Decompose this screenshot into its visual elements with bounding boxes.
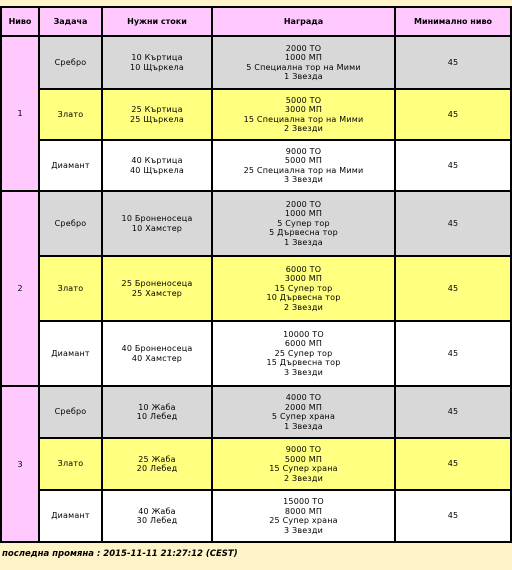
reward-cell-line: 15 Супер тор	[274, 283, 333, 293]
reward-cell-line: 9000 ТО	[285, 445, 322, 454]
header-reward: Награда	[212, 7, 395, 36]
goods-cell-line: 25 Жаба	[138, 454, 176, 464]
header-task: Задача	[39, 7, 102, 36]
table-body	[1, 36, 511, 542]
goods-cell	[102, 191, 212, 256]
header-min-level: Минимално ниво	[395, 7, 511, 36]
goods-cell-line: 10 Лебед	[136, 412, 178, 421]
reward-cell-line: 5 Супер тор	[277, 218, 330, 228]
reward-cell	[212, 490, 395, 542]
reward-cell-line: 5 Супер храна	[271, 412, 336, 421]
reward-cell-line: 3 Звезди	[284, 175, 323, 184]
header-row	[1, 7, 511, 36]
reward-cell	[212, 386, 395, 438]
header-level: Ниво	[1, 7, 39, 36]
task-cell: Сребро	[39, 191, 102, 256]
goods-cell-line: 40 Жаба	[138, 506, 176, 516]
reward-cell	[212, 438, 395, 490]
reward-cell-line: 5000 МП	[284, 454, 323, 464]
table-row	[1, 321, 511, 386]
task-cell: Злато	[39, 256, 102, 321]
table-row	[1, 438, 511, 490]
reward-cell-line: 3 Звезди	[284, 525, 323, 535]
task-cell: Сребро	[39, 386, 102, 438]
table-row	[1, 386, 511, 438]
reward-cell-line: 3000 МП	[284, 105, 323, 114]
reward-cell	[212, 36, 395, 89]
min-level-cell: 45	[395, 256, 511, 321]
reward-cell-line: 25 Супер храна	[269, 516, 338, 525]
min-level-cell: 45	[395, 89, 511, 140]
reward-cell-line: 25 Специална тор на Мими	[243, 165, 364, 175]
goods-cell	[102, 438, 212, 490]
reward-cell	[212, 89, 395, 140]
reward-cell-line: 10000 ТО	[283, 329, 324, 339]
reward-cell-line: 2000 ТО	[285, 43, 322, 53]
reward-cell-line: 15000 ТО	[283, 497, 324, 506]
reward-cell-line: 2 Звезди	[284, 302, 323, 312]
goods-cell-line: 10 Къртица	[131, 53, 183, 62]
reward-cell-line: 1000 МП	[284, 53, 323, 62]
reward-cell-line: 2 Звезди	[284, 473, 323, 483]
min-level-cell: 45	[395, 36, 511, 89]
reward-cell-line: 1 Звезда	[284, 72, 323, 81]
goods-cell-line: 20 Лебед	[136, 464, 178, 473]
goods-cell	[102, 386, 212, 438]
min-level-cell: 45	[395, 140, 511, 191]
reward-cell-line: 4000 ТО	[285, 393, 322, 402]
task-cell: Сребро	[39, 36, 102, 89]
table-row	[1, 256, 511, 321]
reward-cell-line: 8000 МП	[284, 506, 323, 516]
task-cell: Злато	[39, 438, 102, 490]
reward-cell	[212, 140, 395, 191]
goods-cell	[102, 140, 212, 191]
reward-cell	[212, 191, 395, 256]
table-row	[1, 490, 511, 542]
reward-cell-line: 25 Супер тор	[274, 348, 333, 358]
table-row	[1, 36, 511, 89]
level-cell: 3	[1, 386, 39, 542]
reward-cell-line: 1 Звезда	[284, 237, 323, 247]
reward-cell-line: 3 Звезди	[284, 367, 323, 377]
task-cell: Злато	[39, 89, 102, 140]
table-row	[1, 89, 511, 140]
reward-cell-line: 15 Супер храна	[269, 464, 338, 473]
goods-cell-line: 10 Жаба	[138, 402, 176, 412]
goods-cell-line: 25 Броненосеца	[121, 279, 193, 288]
table-row	[1, 191, 511, 256]
goods-cell-line: 40 Хамстер	[131, 353, 183, 363]
goods-cell-line: 40 Щъркела	[130, 165, 184, 175]
table-row	[1, 140, 511, 191]
task-cell: Диамант	[39, 321, 102, 386]
goods-cell	[102, 490, 212, 542]
goods-cell-line: 40 Къртица	[131, 156, 183, 165]
reward-cell-line: 1 Звезда	[284, 421, 323, 431]
goods-cell	[102, 256, 212, 321]
reward-cell-line: 15 Специална тор на Мими	[243, 114, 364, 124]
goods-cell-line: 25 Щъркела	[130, 114, 184, 124]
task-cell: Диамант	[39, 490, 102, 542]
goods-cell-line: 30 Лебед	[136, 516, 178, 525]
level-cell: 1	[1, 36, 39, 191]
last-modified-note: последна промяна : 2015-11-11 21:27:12 (CEST)	[2, 549, 238, 559]
goods-cell-line: 10 Хамстер	[131, 223, 183, 233]
reward-cell-line: 2000 ТО	[285, 199, 322, 209]
goods-cell-line: 10 Щъркела	[130, 62, 184, 72]
goods-cell	[102, 89, 212, 140]
rewards-table-container	[0, 6, 510, 543]
goods-cell	[102, 321, 212, 386]
reward-cell-line: 9000 ТО	[285, 146, 322, 156]
min-level-cell: 45	[395, 321, 511, 386]
reward-cell-line: 2 Звезди	[284, 124, 323, 133]
reward-cell-line: 6000 МП	[284, 339, 323, 349]
min-level-cell: 45	[395, 490, 511, 542]
reward-cell	[212, 256, 395, 321]
rewards-table	[0, 6, 512, 543]
reward-cell-line: 5000 ТО	[285, 95, 322, 105]
reward-cell-line: 5 Специална тор на Мими	[246, 62, 361, 72]
reward-cell-line: 5 Дървесна тор	[269, 228, 338, 238]
reward-cell-line: 1000 МП	[284, 209, 323, 219]
min-level-cell: 45	[395, 191, 511, 256]
min-level-cell: 45	[395, 438, 511, 490]
level-cell: 2	[1, 191, 39, 386]
reward-cell-line: 15 Дървесна тор	[266, 358, 341, 368]
goods-cell-line: 40 Броненосеца	[121, 344, 193, 353]
goods-cell-line: 25 Къртица	[131, 105, 183, 114]
header-goods: Нужни стоки	[102, 7, 212, 36]
reward-cell-line: 2000 МП	[284, 402, 323, 412]
reward-cell	[212, 321, 395, 386]
goods-cell	[102, 36, 212, 89]
goods-cell-line: 10 Броненосеца	[121, 214, 193, 223]
reward-cell-line: 3000 МП	[284, 274, 323, 284]
reward-cell-line: 5000 МП	[284, 156, 323, 165]
min-level-cell: 45	[395, 386, 511, 438]
task-cell: Диамант	[39, 140, 102, 191]
goods-cell-line: 25 Хамстер	[131, 288, 183, 298]
reward-cell-line: 10 Дървесна тор	[266, 293, 341, 303]
reward-cell-line: 6000 ТО	[285, 264, 322, 274]
